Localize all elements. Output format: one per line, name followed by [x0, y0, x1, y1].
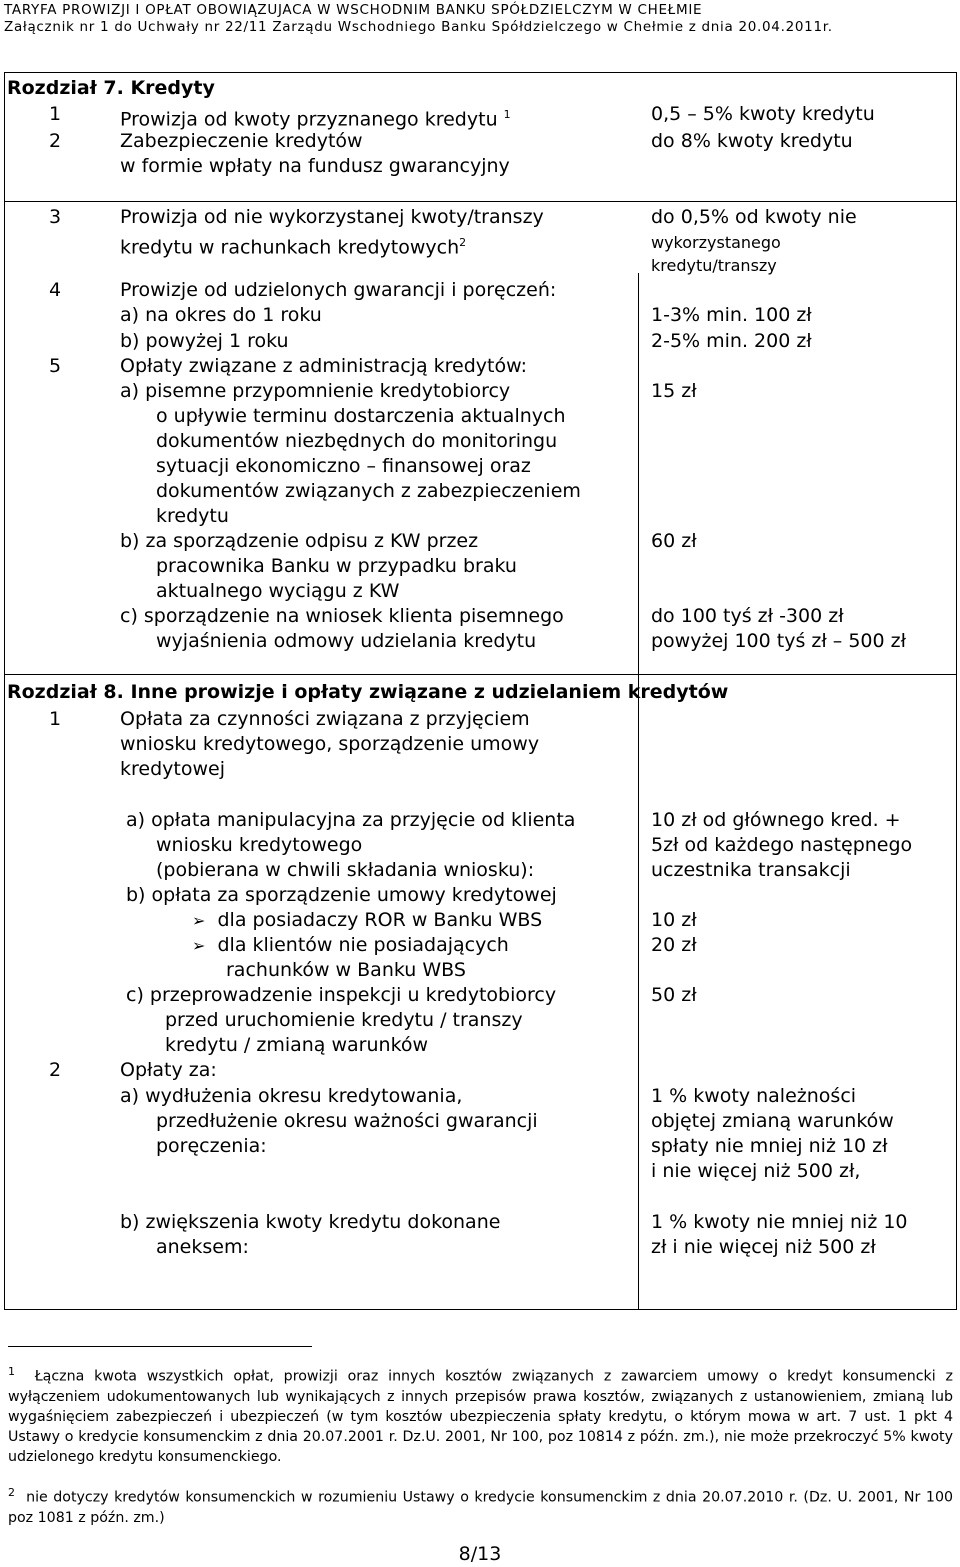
- row-fee: 50 zł: [651, 984, 697, 1006]
- document-header: [4, 2, 833, 36]
- row-fee: kredytu/transzy: [651, 256, 777, 275]
- footnote-mark: 2: [8, 1486, 15, 1499]
- row-fee: i nie więcej niż 500 zł,: [651, 1160, 861, 1182]
- row-description: Prowizje od udzielonych gwarancji i poręczeń:: [120, 279, 557, 301]
- footnote-ref[interactable]: 1: [503, 108, 511, 121]
- row-fee: 1 % kwoty nie mniej niż 10: [651, 1211, 908, 1233]
- row-item: poręczenia:: [156, 1135, 267, 1157]
- row-fee: 10 zł od głównego kred. +: [651, 809, 901, 831]
- row-number: 4: [49, 279, 62, 301]
- row-number: 2: [49, 130, 62, 152]
- row-fee: do 100 tyś zł -300 zł: [651, 605, 844, 627]
- row-item: a) wydłużenia okresu kredytowania,: [120, 1085, 463, 1107]
- row-number: 3: [49, 206, 62, 228]
- row-fee: zł i nie więcej niż 500 zł: [651, 1236, 876, 1258]
- row-fee: 60 zł: [651, 530, 697, 552]
- footnote-1: $^1$ Łączna kwota wszystkich opłat, prowizji oraz innych kosztów związanych z zawarciem umowy o kredyt konsumencki z wyłączeniem udokumentowanych lub wynikających z innych przepisów prawa kosztów, związanych z ustanowieniem, zmianą lub wygaśnięciem zabezpieczeń i ubezpieczeń (w tym kosztów ubezpieczenia spłaty kredytu, o którym mowa w art. 7 ust. 1 pkt 4 Ustawy o kredycie konsumenckim z dnia 20.07.2001 r. Dz.U. 2001, Nr 100, poz 10814 z późn. zm.), nie może przekroczyć 5% kwoty udzielonego kredytu konsumenckiego.: [8, 1365, 953, 1465]
- row-description: Zabezpieczenie kredytów: [120, 130, 363, 152]
- fee-table: [4, 72, 957, 1310]
- row-item: dokumentów związanych z zabezpieczeniem: [156, 480, 581, 502]
- row-fee: do 8% kwoty kredytu: [651, 130, 853, 152]
- row-item: ➢ dla klientów nie posiadających: [192, 934, 509, 956]
- row-item: kredytu: [156, 505, 229, 527]
- row-fee: wykorzystanego: [651, 233, 781, 252]
- row-number: 1: [49, 103, 62, 125]
- row-fee: powyżej 100 tyś zł – 500 zł: [651, 630, 907, 652]
- row-fee: 10 zł: [651, 909, 697, 931]
- row-fee: 20 zł: [651, 934, 697, 956]
- arrow-bullet-icon: ➢: [192, 911, 206, 930]
- row-item: wyjaśnienia odmowy udzielania kredytu: [156, 630, 537, 652]
- row-fee: spłaty nie mniej niż 10 zł: [651, 1135, 888, 1157]
- row-number: 2: [49, 1059, 62, 1081]
- row-item: o upływie terminu dostarczenia aktualnych: [156, 405, 566, 427]
- footnote-2: $^2$ nie dotyczy kredytów konsumenckich w rozumieniu Ustawy o kredycie konsumenckim z dnia 20.07.2010 r. (Dz. U. 2001, Nr 100 poz 1081 z późn. zm.): [8, 1486, 953, 1526]
- row-fee: 1 % kwoty należności: [651, 1085, 857, 1107]
- row-divider: [5, 201, 956, 202]
- row-item: aneksem:: [156, 1236, 249, 1258]
- row-fee: 1-3% min. 100 zł: [651, 304, 812, 326]
- row-description: w formie wpłaty na fundusz gwarancyjny: [120, 155, 510, 177]
- row-fee: 2-5% min. 200 zł: [651, 330, 812, 352]
- row-description: Opłaty związane z administracją kredytów:: [120, 355, 528, 377]
- row-item: c) sporządzenie na wniosek klienta pisemnego: [120, 605, 564, 627]
- row-description: kredytowej: [120, 758, 225, 780]
- row-item: a) pisemne przypomnienie kredytobiorcy: [120, 380, 511, 402]
- page-number: 8/13: [458, 1543, 502, 1565]
- row-description: Prowizja od nie wykorzystanej kwoty/transzy: [120, 206, 544, 228]
- row-number: 1: [49, 708, 62, 730]
- row-fee: uczestnika transakcji: [651, 859, 851, 881]
- row-fee: 15 zł: [651, 380, 697, 402]
- row-fee: 5zł od każdego następnego: [651, 834, 913, 856]
- header-title: TARYFA PROWIZJI I OPŁAT OBOWIĄZUJACA W WSCHODNIM BANKU SPÓŁDZIELCZYM W CHEŁMIE: [4, 2, 703, 18]
- header-subtitle: Załącznik nr 1 do Uchwały nr 22/11 Zarządu Wschodniego Banku Spółdzielczego w Chełmie z dnia 20.04.2011r.: [4, 19, 833, 35]
- footnote-ref[interactable]: 2: [459, 236, 467, 249]
- row-description: wniosku kredytowego, sporządzenie umowy: [120, 733, 540, 755]
- row-description: Opłata za czynności związana z przyjęciem: [120, 708, 530, 730]
- row-divider: [5, 674, 956, 675]
- chapter-8-title: Rozdział 8. Inne prowizje i opłaty związane z udzielaniem kredytów: [7, 681, 729, 703]
- row-item: rachunków w Banku WBS: [226, 959, 466, 981]
- row-item: wniosku kredytowego: [156, 834, 363, 856]
- row-item: pracownika Banku w przypadku braku: [156, 555, 517, 577]
- row-item: b) zwiększenia kwoty kredytu dokonane: [120, 1211, 501, 1233]
- row-fee: objętej zmianą warunków: [651, 1110, 894, 1132]
- footnote-separator: [8, 1346, 312, 1347]
- arrow-bullet-icon: ➢: [192, 936, 206, 955]
- row-item: (pobierana w chwili składania wniosku):: [156, 859, 535, 881]
- column-divider: [638, 273, 639, 1309]
- row-fee: do 0,5% od kwoty nie: [651, 206, 857, 228]
- chapter-7-title: Rozdział 7. Kredyty: [7, 77, 215, 99]
- row-description: Opłaty za:: [120, 1059, 217, 1081]
- row-item: b) powyżej 1 roku: [120, 330, 289, 352]
- row-item: a) na okres do 1 roku: [120, 304, 322, 326]
- row-number: 5: [49, 355, 62, 377]
- row-item: b) opłata za sporządzenie umowy kredytowej: [126, 884, 557, 906]
- row-description: Prowizja od kwoty przyznanego kredytu $^1$: [120, 108, 511, 131]
- row-item: dokumentów niezbędnych do monitoringu: [156, 430, 558, 452]
- footnote-mark: 1: [8, 1365, 15, 1378]
- row-item: przedłużenie okresu ważności gwarancji: [156, 1110, 538, 1132]
- row-item: sytuacji ekonomiczno – finansowej oraz: [156, 455, 531, 477]
- row-item: ➢ dla posiadaczy ROR w Banku WBS: [192, 909, 543, 931]
- row-item: przed uruchomienie kredytu / transzy: [165, 1009, 523, 1031]
- row-fee: 0,5 – 5% kwoty kredytu: [651, 103, 875, 125]
- row-item: kredytu / zmianą warunków: [165, 1034, 429, 1056]
- row-item: a) opłata manipulacyjna za przyjęcie od klienta: [126, 809, 576, 831]
- row-description: kredytu w rachunkach kredytowych$^2$: [120, 236, 467, 259]
- row-item: c) przeprowadzenie inspekcji u kredytobiorcy: [126, 984, 557, 1006]
- row-item: aktualnego wyciągu z KW: [156, 580, 400, 602]
- row-item: b) za sporządzenie odpisu z KW przez: [120, 530, 479, 552]
